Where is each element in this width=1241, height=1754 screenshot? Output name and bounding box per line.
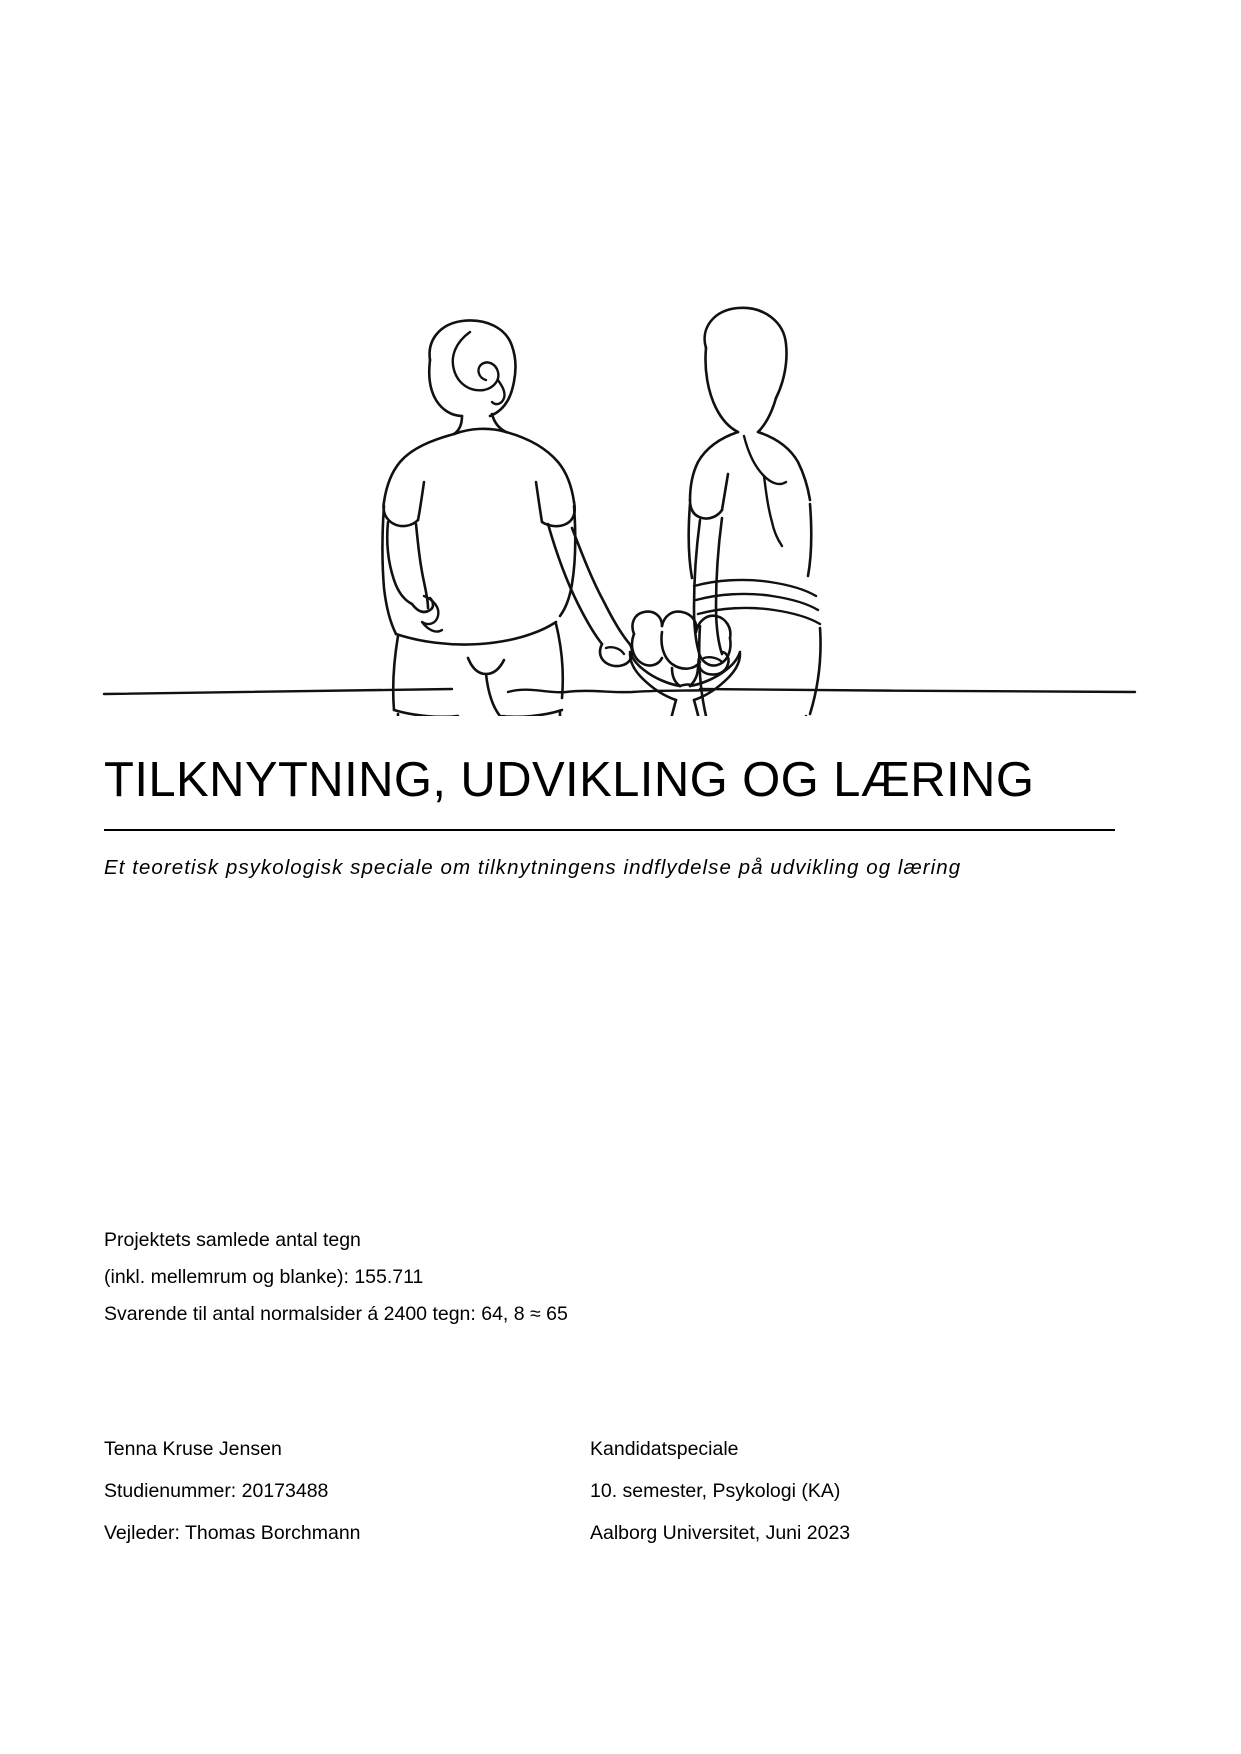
father-shoulder-right (506, 432, 574, 502)
mother-top-left-edge (689, 504, 692, 578)
character-count-line-1: Projektets samlede antal tegn (104, 1229, 361, 1251)
father-arm-right-inner (572, 528, 628, 642)
child-pigtail-right-bottom (700, 638, 731, 666)
father-fingers-left (422, 596, 442, 632)
child-head-top (662, 612, 696, 632)
mother-knuckles (704, 657, 722, 662)
mother-arm-left-inner (716, 518, 722, 654)
mother-top-right-edge (808, 504, 811, 576)
supervisor: Vejleder: Thomas Borchmann (104, 1522, 361, 1544)
father-knuckles (606, 647, 624, 654)
student-number: Studienummer: 20173488 (104, 1480, 329, 1502)
child-hair-mass (661, 632, 700, 669)
father-arm-left-outer (387, 522, 412, 604)
mother-sleeve-left-cuff (690, 500, 722, 519)
mother-shoulder-left (690, 432, 738, 500)
ground-line-right (700, 689, 1135, 692)
page-title: TILKNYTNING, UDVIKLING OG LÆRING (104, 753, 1035, 807)
university-date: Aalborg Universitet, Juni 2023 (590, 1522, 851, 1544)
programme-column (590, 1428, 1115, 1554)
mother-hair-strand-lower (764, 476, 782, 546)
title-block (104, 752, 1115, 880)
character-count-block (104, 1222, 864, 1333)
semester-programme: 10. semester, Psykologi (KA) (590, 1480, 841, 1502)
page-subtitle: Et teoretisk psykologisk speciale om tilknytningens indflydelse på udvikling og læring (104, 855, 962, 879)
father-sleeve-left-seam (418, 482, 424, 520)
mother-hand-left (698, 652, 728, 675)
father-shorts-hem-right (500, 710, 562, 716)
father-sleeve-right-seam (536, 482, 542, 522)
father-shoulder-left (384, 434, 454, 502)
child-pigtail-left-top (632, 612, 662, 634)
author-column (104, 1428, 590, 1554)
father-shirt-hem (396, 622, 556, 645)
father-hair-swirl (453, 332, 499, 390)
father-collar (454, 429, 506, 434)
father-shorts-right-edge (556, 624, 563, 698)
ground-line-left (104, 689, 452, 694)
character-count-line-2: (inkl. mellemrum og blanke): 155.711 (104, 1266, 424, 1288)
child-dress-left (656, 700, 676, 716)
mother-hair-top (705, 308, 787, 398)
father-sleeve-right-cuff (542, 502, 575, 526)
mother-hair-left (705, 348, 738, 432)
father-shorts-inner-seam (486, 674, 500, 716)
father-shorts-hem-left (394, 710, 458, 716)
mother-skirt-right (810, 628, 821, 714)
father-head-left (429, 360, 462, 416)
father-hand-right (600, 642, 632, 666)
character-count-line-3: Svarende til antal normalsider á 2400 tegn: 64, 8 ≈ 65 (104, 1303, 568, 1325)
father-shorts-crotch (468, 658, 504, 674)
child-pigtail-left-bottom (632, 634, 662, 665)
father-shorts-left-edge (393, 636, 398, 710)
mother-sleeve-left-seam (722, 474, 728, 510)
family-line-art-illustration (0, 296, 1241, 716)
ground-line-middle (508, 690, 712, 693)
meta-block (104, 1428, 1115, 1554)
mother-hair-right (758, 398, 776, 432)
father-arm-left-inner (416, 524, 428, 608)
author-name: Tenna Kruse Jensen (104, 1438, 282, 1460)
thesis-type: Kandidatspeciale (590, 1438, 739, 1460)
